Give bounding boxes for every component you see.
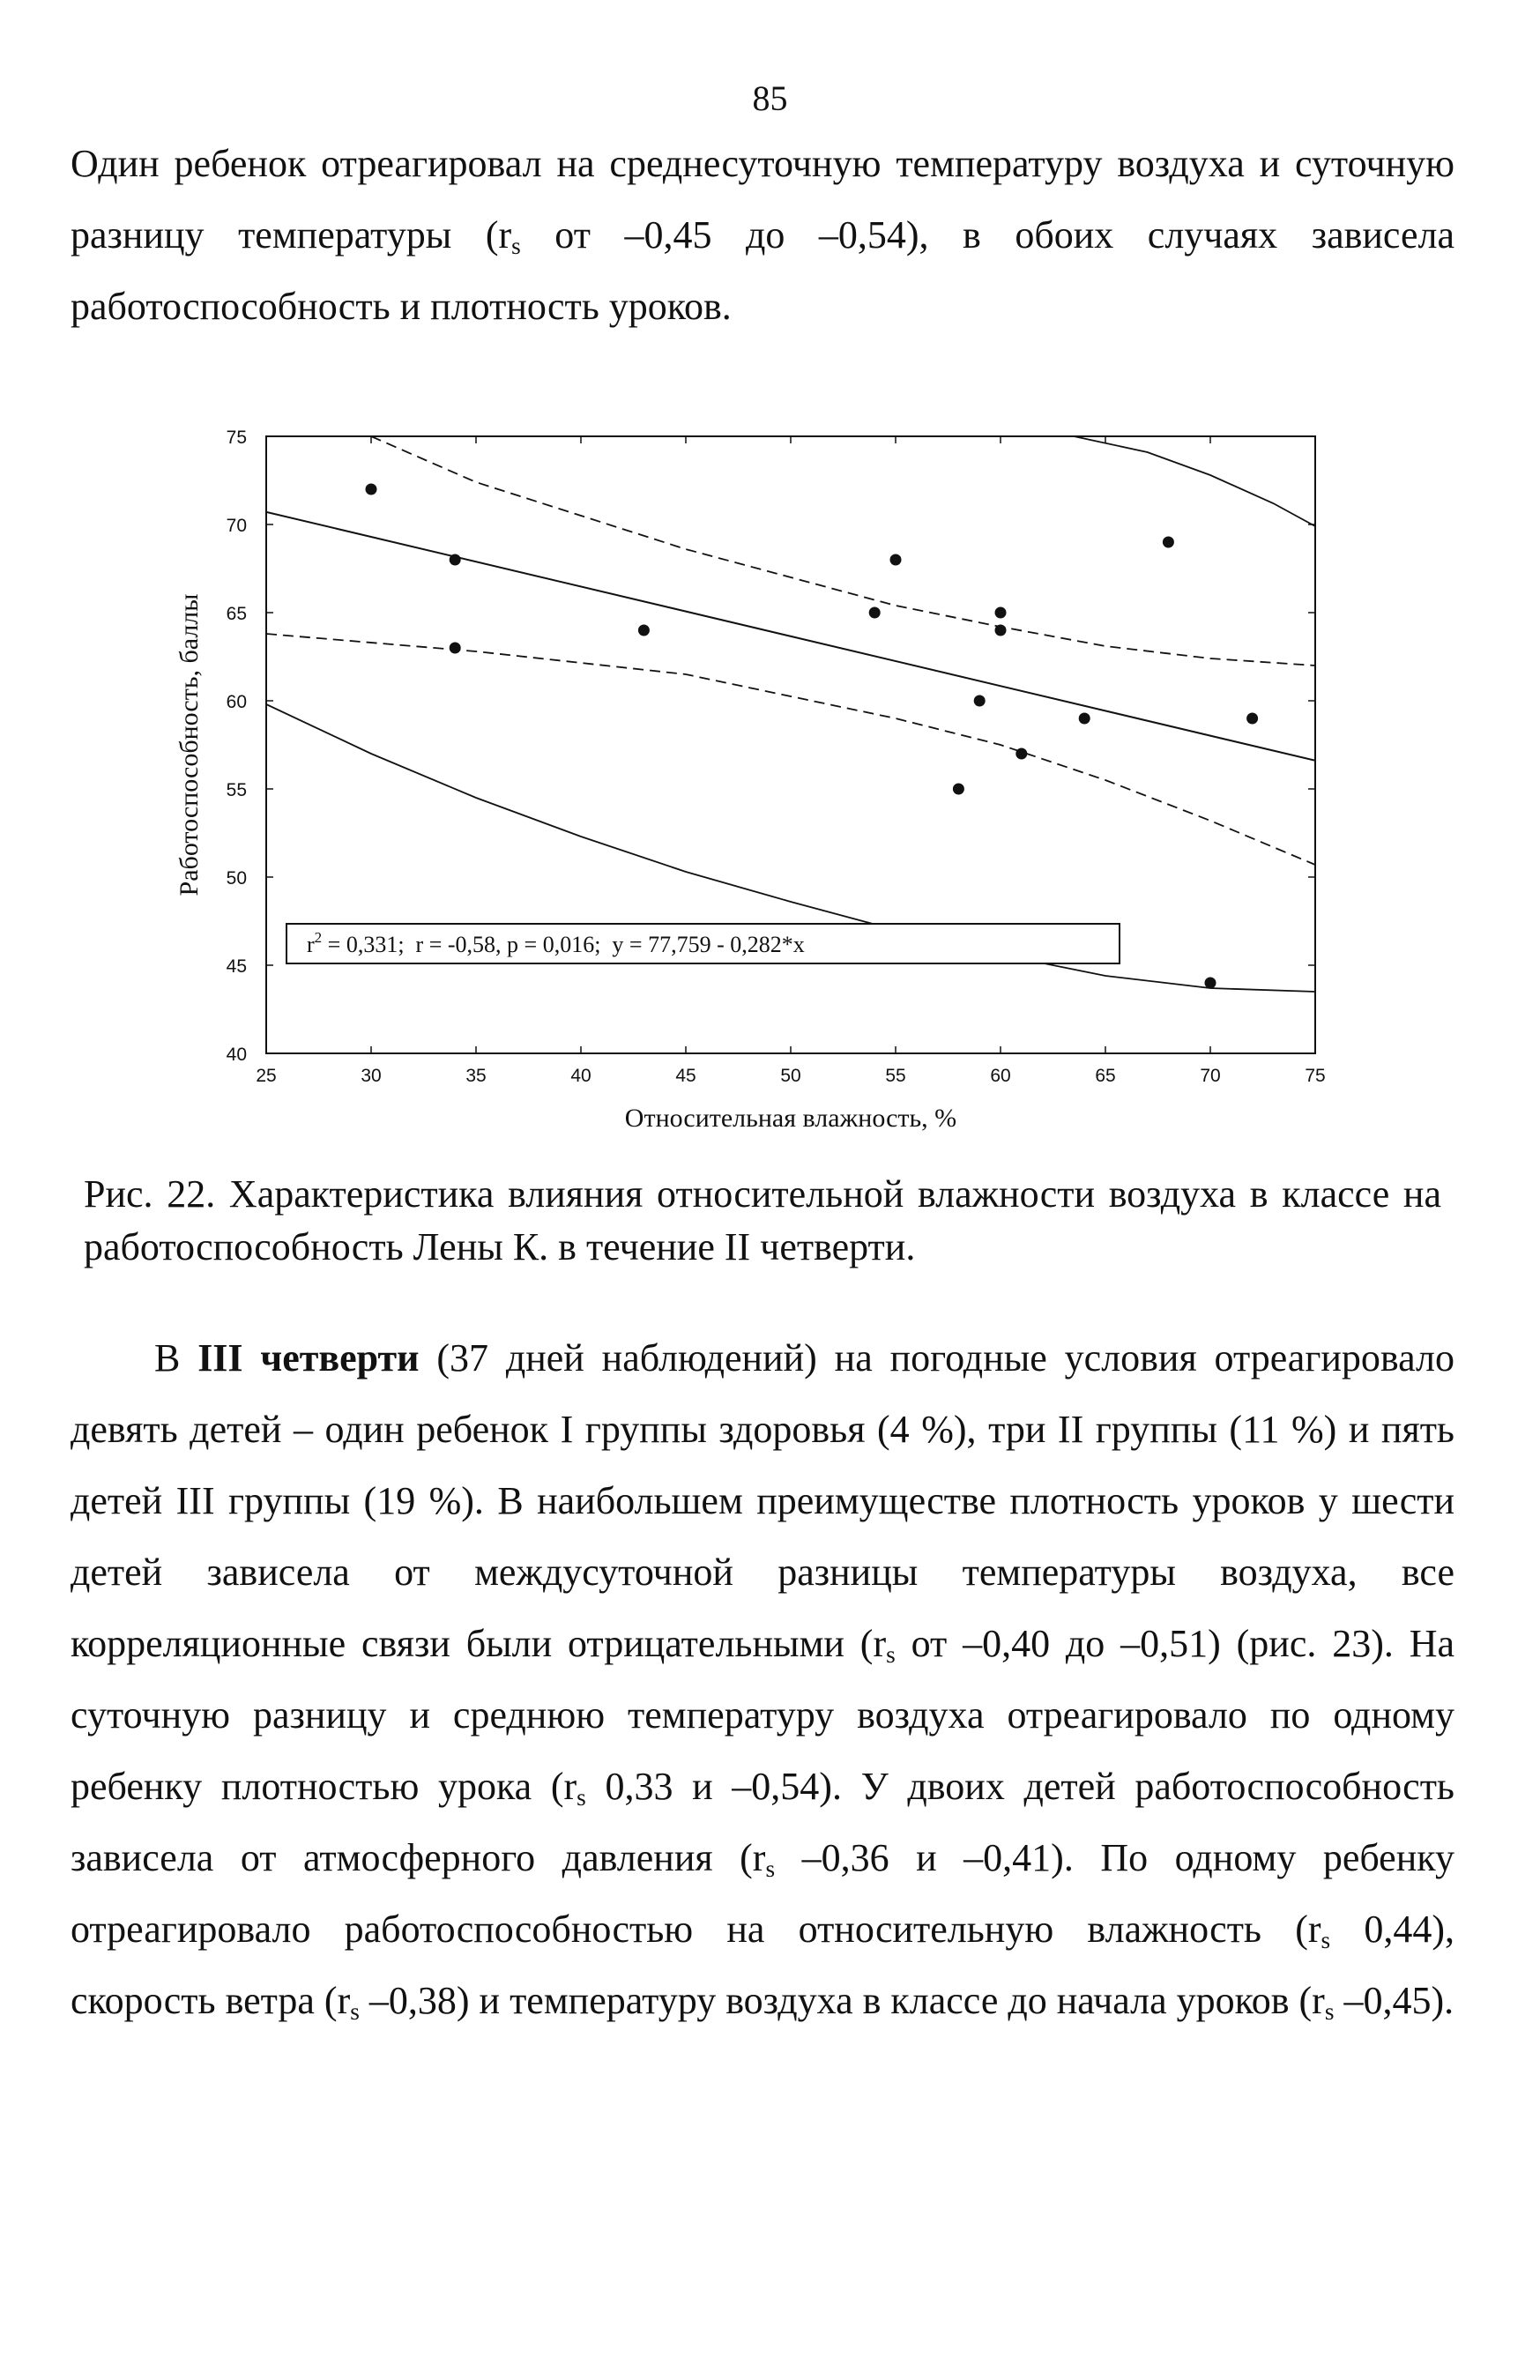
stats-text: $r^2 = 0,331$; r = -0,58, p = 0,016; y = 77,759 - 0,282*x: [307, 929, 805, 957]
x-tick-label: 60: [990, 1066, 1011, 1086]
y-tick-label: 40: [226, 1045, 247, 1065]
confidence-band-lower: [266, 634, 1315, 865]
y-tick-label: 65: [226, 604, 247, 624]
x-tick-label: 65: [1095, 1066, 1116, 1086]
data-point: [869, 607, 881, 619]
x-tick-label: 35: [465, 1066, 487, 1086]
y-tick-label: 45: [226, 956, 247, 977]
paragraph-main: В III четверти (37 дней наблюдений) на погодные условия отреагировало девять детей – один ребенок I группы здоровья (4 %), три II группы (11 %) и пять детей III группы (19 %). В наибольшем преимуществе плотность уроков у шести детей зависела от междусуточной разницы температуры воздуха, все корреляционные связи были отрицательными ($r_s$ от –0,40 до –0,51) (рис. 23). На суточную разницу и среднюю температуру воздуха отреагировало по одному ребенку плотностью урока ($r_s$ 0,33 и –0,54). У двоих детей работоспособность зависела от атмосферного давления ($r_s$ –0,36 и –0,41). По одному ребенку отреагировало работоспособностью на относительную влажность ($r_s$ 0,44), скорость ветра ($r_s$ –0,38) и температуру воздуха в классе до начала уроков ($r_s$ –0,45).: [71, 1336, 1455, 2025]
x-tick-label: 40: [570, 1066, 591, 1086]
data-point: [890, 554, 902, 566]
y-tick-label: 50: [226, 868, 247, 889]
y-tick-label: 75: [226, 428, 247, 448]
x-axis-title: Относительная влажность, %: [624, 1104, 957, 1133]
x-tick-label: 55: [885, 1066, 906, 1086]
prediction-band-upper: [1074, 436, 1315, 526]
data-point: [638, 625, 650, 636]
x-tick-label: 45: [675, 1066, 696, 1086]
data-point: [1246, 713, 1258, 725]
data-point: [953, 784, 964, 795]
x-tick-label: 75: [1305, 1066, 1326, 1086]
paragraph-intro: Один ребенок отреагировал на среднесуточную температуру воздуха и суточную разницу температуры ($r_s$ от –0,45 до –0,54), в обоих случаях зависела работоспособность и плотность уроков.: [71, 142, 1455, 328]
data-point: [1163, 537, 1174, 548]
data-point: [995, 607, 1007, 619]
y-tick-label: 55: [226, 780, 247, 800]
y-tick-label: 60: [226, 692, 247, 712]
data-point: [1205, 978, 1216, 989]
x-tick-label: 70: [1200, 1066, 1221, 1086]
data-point: [1016, 748, 1027, 760]
data-point: [450, 643, 461, 654]
x-tick-label: 50: [780, 1066, 801, 1086]
confidence-band-upper: [371, 436, 1315, 666]
data-point: [450, 554, 461, 566]
stats-box: [286, 924, 1120, 963]
page-number: 85: [752, 78, 788, 118]
data-point: [1079, 713, 1090, 725]
y-axis-title: Работоспособность, баллы: [175, 593, 204, 896]
figure-caption: Рис. 22. Характеристика влияния относительной влажности воздуха в классе на работоспособность Лены К. в течение II четверти.: [84, 1172, 1441, 1268]
x-tick-label: 25: [256, 1066, 277, 1086]
scatter-chart: [0, 405, 1540, 1155]
data-point: [366, 484, 377, 495]
x-tick-label: 30: [361, 1066, 382, 1086]
data-point: [995, 625, 1007, 636]
data-point: [974, 695, 986, 707]
regression-line: [266, 512, 1315, 761]
y-tick-label: 70: [226, 516, 247, 536]
